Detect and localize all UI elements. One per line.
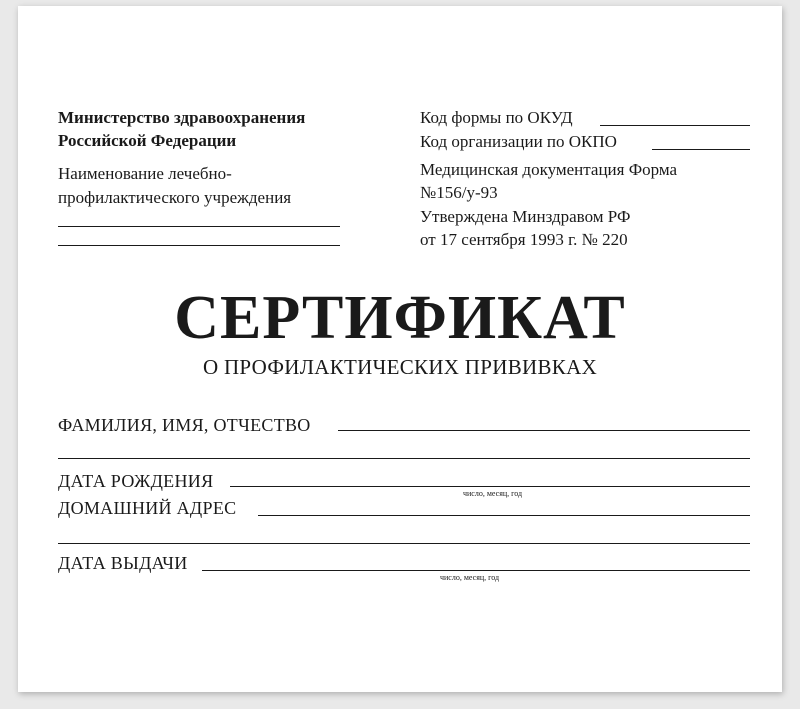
institution-label-line2: профилактического учреждения: [58, 188, 292, 207]
medical-doc-line1: Медицинская документация Форма: [420, 160, 678, 179]
institution-line-1[interactable]: [58, 226, 340, 227]
birth-date-label: ДАТА РОЖДЕНИЯ: [58, 471, 214, 491]
document-title: СЕРТИФИКАТ: [174, 284, 626, 352]
okud-label: Код формы по ОКУД: [420, 108, 573, 127]
full-name-label: ФАМИЛИЯ, ИМЯ, ОТЧЕСТВО: [58, 415, 311, 435]
approved-line1: Утверждена Минздравом РФ: [420, 207, 631, 226]
birth-date-hint: число, месяц, год: [463, 489, 523, 498]
document-subtitle: О ПРОФИЛАКТИЧЕСКИХ ПРИВИВКАХ: [202, 355, 598, 379]
issue-date-hint: число, месяц, год: [440, 573, 500, 582]
okpo-label: Код организации по ОКПО: [420, 132, 617, 151]
issue-date-line[interactable]: [202, 570, 750, 571]
full-name-line-2[interactable]: [58, 458, 750, 459]
home-address-label: ДОМАШНИЙ АДРЕС: [58, 498, 237, 518]
ministry-name-line1: Министерство здравоохранения: [58, 108, 306, 127]
ministry-name-line2: Российской Федерации: [58, 131, 237, 150]
full-name-line[interactable]: [338, 430, 750, 431]
home-address-line-2[interactable]: [58, 543, 750, 544]
medical-doc-line2: №156/у-93: [420, 183, 498, 202]
home-address-line[interactable]: [258, 515, 750, 516]
approved-line2: от 17 сентября 1993 г. № 220: [420, 230, 628, 249]
birth-date-line[interactable]: [230, 486, 750, 487]
issue-date-label: ДАТА ВЫДАЧИ: [58, 553, 188, 573]
okud-line[interactable]: [600, 125, 750, 126]
institution-line-2[interactable]: [58, 245, 340, 246]
okpo-line[interactable]: [652, 149, 750, 150]
institution-label-line1: Наименование лечебно-: [58, 164, 232, 183]
